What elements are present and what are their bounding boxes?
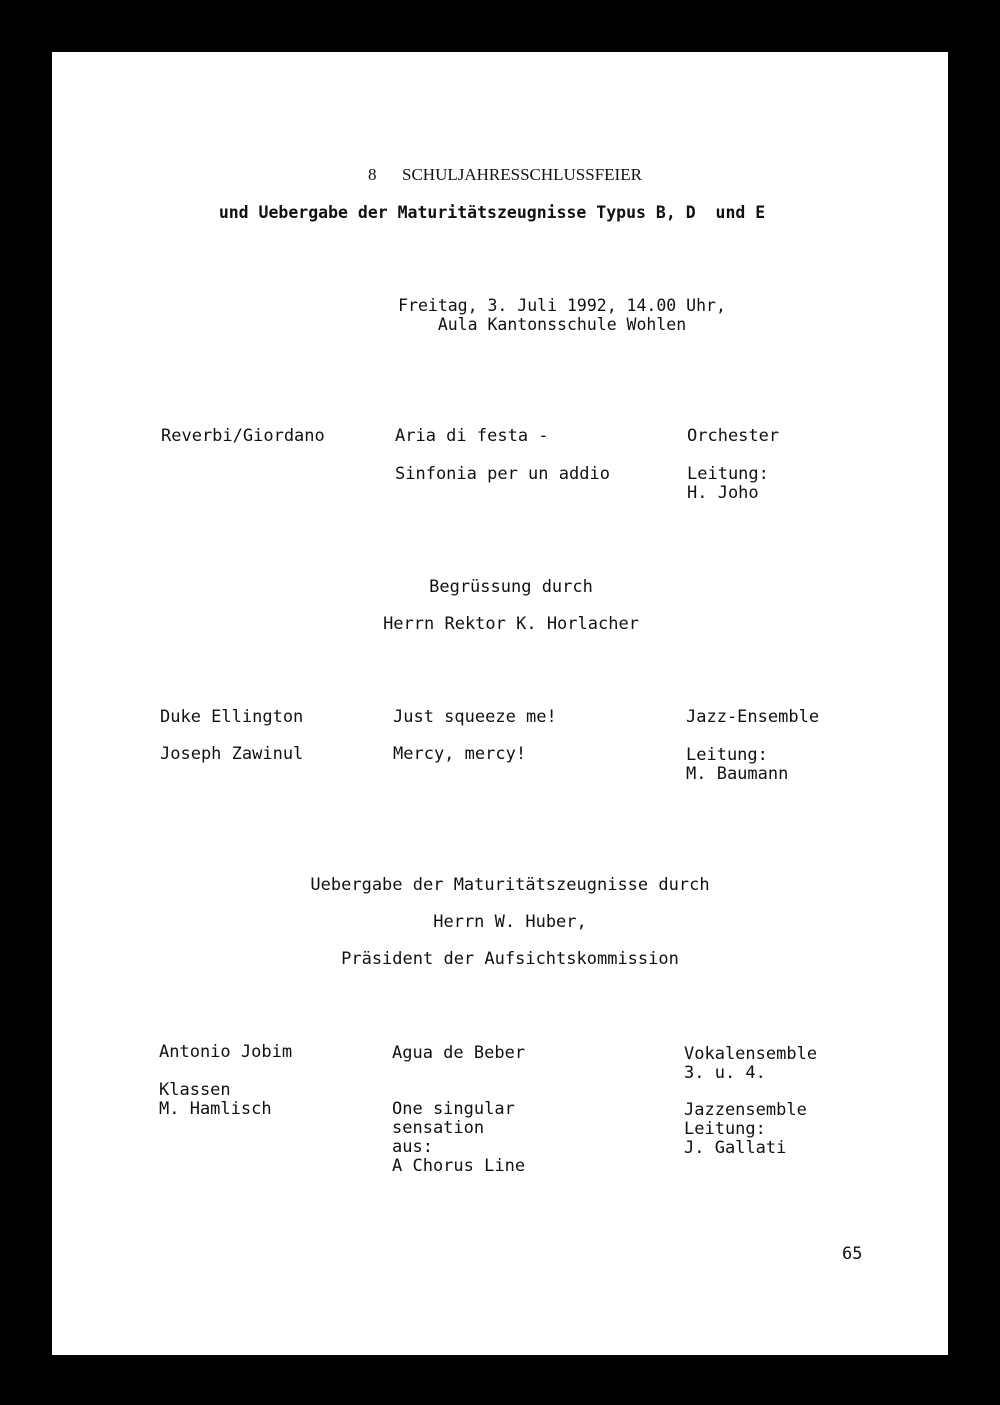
- program3-ensemble-2-line-1: Jazzensemble: [684, 1100, 807, 1120]
- program1-composer: Reverbi/Giordano: [161, 426, 325, 446]
- program3-piece-1: Agua de Beber: [392, 1043, 526, 1063]
- program2-leitung-name: M. Baumann: [686, 764, 789, 784]
- event-place: Aula Kantonsschule Wohlen: [437, 315, 687, 334]
- program3-ensemble-2-line-3: J. Gallati: [684, 1138, 787, 1158]
- page-number: 65: [842, 1244, 863, 1264]
- program2-piece-2: Mercy, mercy!: [393, 744, 527, 764]
- handover-line-3: Präsident der Aufsichtskommission: [341, 949, 679, 969]
- document-page: [52, 52, 948, 1355]
- program3-piece-2-line-4: A Chorus Line: [392, 1156, 526, 1176]
- program3-piece-2-line-2: sensation: [392, 1118, 485, 1138]
- handover-line-2: Herrn W. Huber,: [433, 912, 587, 932]
- program1-leitung-label: Leitung:: [687, 464, 769, 484]
- greeting-line-1: Begrüssung durch: [429, 577, 593, 597]
- program3-ensemble-2-line-2: Leitung:: [684, 1119, 766, 1139]
- program2-composer-2: Joseph Zawinul: [160, 744, 304, 764]
- event-date: Freitag, 3. Juli 1992, 14.00 Uhr,: [398, 296, 726, 315]
- program3-piece-2-line-1: One singular: [392, 1099, 515, 1119]
- program3-composer-2-line-2: M. Hamlisch: [159, 1099, 272, 1119]
- program2-leitung-label: Leitung:: [686, 745, 768, 765]
- page-title: SCHULJAHRESSCHLUSSFEIER: [402, 165, 642, 184]
- handover-line-1: Uebergabe der Maturitätszeugnisse durch: [310, 875, 710, 895]
- section-number: 8: [368, 165, 377, 184]
- program3-composer-1: Antonio Jobim: [159, 1042, 293, 1062]
- program2-composer-1: Duke Ellington: [160, 707, 304, 727]
- program3-piece-2-line-3: aus:: [392, 1137, 433, 1157]
- program1-ensemble: Orchester: [687, 426, 780, 446]
- program1-piece-1: Aria di festa -: [395, 426, 549, 446]
- program3-ensemble-1-line-1: Vokalensemble: [684, 1044, 818, 1064]
- program1-piece-2: Sinfonia per un addio: [395, 464, 610, 484]
- page-subtitle: und Uebergabe der Maturitätszeugnisse Typus B, D und E: [218, 203, 766, 222]
- program3-composer-2-line-1: Klassen: [159, 1080, 231, 1100]
- program2-piece-1: Just squeeze me!: [393, 707, 557, 727]
- greeting-line-2: Herrn Rektor K. Horlacher: [383, 614, 639, 634]
- program1-leitung-name: H. Joho: [687, 483, 759, 503]
- program2-ensemble: Jazz-Ensemble: [686, 707, 820, 727]
- program3-ensemble-1-line-2: 3. u. 4.: [684, 1063, 766, 1083]
